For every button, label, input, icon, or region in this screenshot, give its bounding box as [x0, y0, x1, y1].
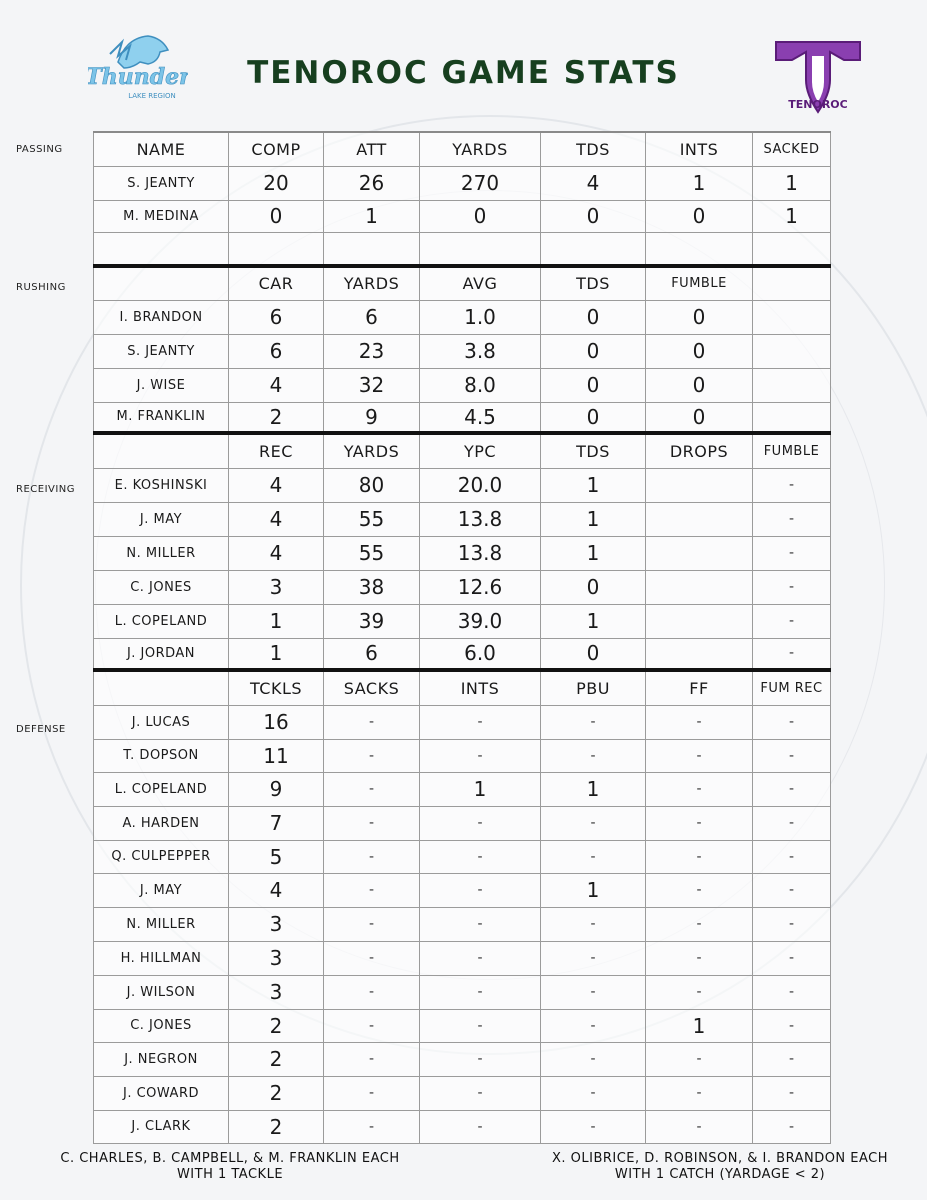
receiving-stat-cell: 55	[324, 536, 420, 570]
defense-stat-cell: -	[420, 1009, 541, 1042]
receiving-header-cell: TDS	[541, 433, 646, 468]
defense-stat-cell: 5	[229, 840, 324, 873]
defense-stat-cell: -	[646, 1042, 753, 1076]
empty-cell	[753, 232, 831, 266]
rushing-header-cell: YARDS	[324, 266, 420, 300]
rushing-row	[94, 368, 831, 402]
receiving-stat-cell	[646, 468, 753, 502]
receiving-stat-cell: 80	[324, 468, 420, 502]
passing-player-name: S. JEANTY	[94, 166, 229, 200]
receiving-row	[94, 570, 831, 604]
rushing-stat-cell: 0	[646, 334, 753, 368]
rushing-stat-cell: 4.5	[420, 402, 541, 433]
receiving-stat-cell: 39.0	[420, 604, 541, 638]
rushing-header-cell	[94, 266, 229, 300]
passing-header-cell: INTS	[646, 132, 753, 166]
defense-header-cell: FF	[646, 670, 753, 705]
defense-stat-cell: -	[753, 1076, 831, 1110]
rushing-stat-cell: 32	[324, 368, 420, 402]
defense-stat-cell: 2	[229, 1042, 324, 1076]
defense-stat-cell: -	[420, 941, 541, 975]
defense-stat-cell: -	[541, 1110, 646, 1143]
receiving-player-name: J. JORDAN	[94, 638, 229, 670]
rushing-stat-cell: 8.0	[420, 368, 541, 402]
passing-header-cell: TDS	[541, 132, 646, 166]
passing-stat-cell: 0	[229, 200, 324, 232]
rushing-stat-cell	[753, 368, 831, 402]
defense-row	[94, 772, 831, 806]
defense-stat-cell: -	[753, 941, 831, 975]
defense-header-row	[94, 670, 831, 705]
passing-player-name: M. MEDINA	[94, 200, 229, 232]
logo-left-text: Thunder	[88, 64, 188, 90]
defense-stat-cell: -	[753, 1110, 831, 1143]
defense-player-name: L. COPELAND	[94, 772, 229, 806]
receiving-stat-cell	[646, 536, 753, 570]
passing-stat-cell: 0	[541, 200, 646, 232]
defense-row	[94, 1076, 831, 1110]
passing-header-cell: ATT	[324, 132, 420, 166]
defense-stat-cell: -	[541, 705, 646, 739]
defense-row	[94, 1042, 831, 1076]
defense-stat-cell: -	[541, 1009, 646, 1042]
defense-stat-cell: -	[420, 907, 541, 941]
rushing-stat-cell: 0	[646, 368, 753, 402]
receiving-stat-cell: 0	[541, 638, 646, 670]
defense-stat-cell: -	[324, 1076, 420, 1110]
rushing-stat-cell: 0	[541, 402, 646, 433]
defense-stat-cell: -	[541, 739, 646, 772]
receiving-stat-cell: 1	[541, 536, 646, 570]
defense-player-name: N. MILLER	[94, 907, 229, 941]
footnote-catches-line1: X. OLIBRICE, D. ROBINSON, & I. BRANDON EACH	[551, 1151, 889, 1166]
receiving-header-cell: DROPS	[646, 433, 753, 468]
passing-row	[94, 166, 831, 200]
empty-cell	[420, 232, 541, 266]
defense-stat-cell: 3	[229, 941, 324, 975]
defense-row	[94, 840, 831, 873]
defense-row	[94, 1009, 831, 1042]
defense-stat-cell: -	[646, 907, 753, 941]
receiving-row	[94, 468, 831, 502]
defense-row	[94, 907, 831, 941]
defense-stat-cell: -	[646, 806, 753, 840]
rushing-stat-cell: 4	[229, 368, 324, 402]
rushing-stat-cell: 0	[541, 300, 646, 334]
receiving-stat-cell: 6	[324, 638, 420, 670]
rushing-player-name: S. JEANTY	[94, 334, 229, 368]
defense-stat-cell: -	[753, 772, 831, 806]
defense-stat-cell: -	[324, 840, 420, 873]
receiving-header-cell: YPC	[420, 433, 541, 468]
receiving-header-row	[94, 433, 831, 468]
defense-stat-cell: -	[324, 975, 420, 1009]
defense-row	[94, 873, 831, 907]
rushing-stat-cell: 0	[646, 402, 753, 433]
defense-stat-cell: -	[646, 705, 753, 739]
rushing-stat-cell: 3.8	[420, 334, 541, 368]
receiving-stat-cell: -	[753, 536, 831, 570]
receiving-player-name: J. MAY	[94, 502, 229, 536]
defense-stat-cell: 2	[229, 1076, 324, 1110]
defense-stat-cell: -	[646, 739, 753, 772]
passing-stat-cell: 270	[420, 166, 541, 200]
receiving-header-cell: FUMBLE	[753, 433, 831, 468]
rushing-header-cell: FUMBLE	[646, 266, 753, 300]
defense-stat-cell: -	[324, 1042, 420, 1076]
defense-header-cell: TCKLS	[229, 670, 324, 705]
receiving-player-name: E. KOSHINSKI	[94, 468, 229, 502]
receiving-header-cell: YARDS	[324, 433, 420, 468]
passing-stat-cell: 1	[753, 200, 831, 232]
rushing-stat-cell: 0	[646, 300, 753, 334]
defense-row	[94, 705, 831, 739]
rushing-header-row	[94, 266, 831, 300]
receiving-stat-cell: 1	[541, 468, 646, 502]
defense-stat-cell: -	[541, 806, 646, 840]
passing-stat-cell: 26	[324, 166, 420, 200]
receiving-stat-cell: 55	[324, 502, 420, 536]
receiving-stat-cell: -	[753, 468, 831, 502]
defense-stat-cell: -	[420, 1076, 541, 1110]
rushing-stat-cell: 1.0	[420, 300, 541, 334]
defense-stat-cell: -	[420, 840, 541, 873]
rushing-stat-cell	[753, 402, 831, 433]
defense-stat-cell: -	[753, 907, 831, 941]
logo-right-text: TENOROC	[788, 98, 848, 111]
receiving-row	[94, 604, 831, 638]
defense-stat-cell: 3	[229, 975, 324, 1009]
receiving-stat-cell: 38	[324, 570, 420, 604]
defense-row	[94, 975, 831, 1009]
defense-stat-cell: 2	[229, 1009, 324, 1042]
receiving-stat-cell: 1	[229, 604, 324, 638]
passing-header-cell: NAME	[94, 132, 229, 166]
defense-stat-cell: 16	[229, 705, 324, 739]
stats-table	[93, 131, 831, 1144]
receiving-stat-cell: 1	[541, 502, 646, 536]
receiving-stat-cell: 13.8	[420, 502, 541, 536]
passing-stat-cell: 20	[229, 166, 324, 200]
empty-cell	[541, 232, 646, 266]
passing-header-cell: SACKED	[753, 132, 831, 166]
rushing-header-cell: CAR	[229, 266, 324, 300]
rushing-stat-cell: 0	[541, 334, 646, 368]
footnote-tackles-line2: WITH 1 TACKLE	[176, 1167, 284, 1182]
passing-stat-cell: 1	[753, 166, 831, 200]
receiving-row	[94, 536, 831, 570]
defense-stat-cell: -	[753, 705, 831, 739]
defense-header-cell	[94, 670, 229, 705]
defense-stat-cell: -	[420, 739, 541, 772]
defense-player-name: A. HARDEN	[94, 806, 229, 840]
defense-stat-cell: -	[646, 1076, 753, 1110]
defense-stat-cell: -	[753, 806, 831, 840]
defense-stat-cell: -	[420, 873, 541, 907]
defense-stat-cell: -	[324, 941, 420, 975]
section-label-rushing: RUSHING	[16, 282, 66, 293]
rushing-header-cell: AVG	[420, 266, 541, 300]
passing-stat-cell: 4	[541, 166, 646, 200]
rushing-row	[94, 402, 831, 433]
empty-cell	[324, 232, 420, 266]
receiving-stat-cell: 6.0	[420, 638, 541, 670]
defense-row	[94, 941, 831, 975]
receiving-stat-cell: 4	[229, 502, 324, 536]
defense-stat-cell: -	[541, 907, 646, 941]
defense-stat-cell: 11	[229, 739, 324, 772]
receiving-stat-cell: 4	[229, 536, 324, 570]
defense-stat-cell: -	[324, 739, 420, 772]
tenoroc-logo	[772, 36, 864, 120]
defense-stat-cell: -	[541, 941, 646, 975]
defense-stat-cell: 3	[229, 907, 324, 941]
passing-row	[94, 200, 831, 232]
empty-cell	[94, 232, 229, 266]
defense-player-name: Q. CULPEPPER	[94, 840, 229, 873]
receiving-stat-cell: 0	[541, 570, 646, 604]
defense-stat-cell: -	[541, 1042, 646, 1076]
receiving-player-name: C. JONES	[94, 570, 229, 604]
defense-player-name: J. WILSON	[94, 975, 229, 1009]
defense-stat-cell: -	[541, 975, 646, 1009]
receiving-stat-cell: 20.0	[420, 468, 541, 502]
defense-row	[94, 1110, 831, 1143]
passing-stat-cell: 1	[646, 166, 753, 200]
receiving-stat-cell: -	[753, 604, 831, 638]
defense-player-name: J. MAY	[94, 873, 229, 907]
rushing-header-cell	[753, 266, 831, 300]
defense-stat-cell: 9	[229, 772, 324, 806]
defense-stat-cell: 1	[541, 772, 646, 806]
receiving-stat-cell	[646, 604, 753, 638]
defense-stat-cell: 1	[541, 873, 646, 907]
rushing-row	[94, 334, 831, 368]
defense-player-name: J. COWARD	[94, 1076, 229, 1110]
passing-header-row	[94, 132, 831, 166]
defense-stat-cell: -	[753, 1009, 831, 1042]
defense-stat-cell: -	[753, 975, 831, 1009]
defense-header-cell: SACKS	[324, 670, 420, 705]
rushing-stat-cell	[753, 300, 831, 334]
footnote-catches	[525, 1151, 915, 1183]
defense-header-cell: FUM REC	[753, 670, 831, 705]
footnote-tackles	[30, 1151, 430, 1183]
rushing-row	[94, 300, 831, 334]
passing-stat-cell: 0	[646, 200, 753, 232]
defense-row	[94, 739, 831, 772]
defense-stat-cell: -	[646, 873, 753, 907]
defense-stat-cell: -	[420, 705, 541, 739]
defense-stat-cell: -	[420, 1042, 541, 1076]
receiving-header-cell	[94, 433, 229, 468]
defense-stat-cell: -	[420, 806, 541, 840]
section-label-receiving: RECEIVING	[16, 484, 76, 495]
footnote-tackles-line1: C. CHARLES, B. CAMPBELL, & M. FRANKLIN EACH	[60, 1151, 400, 1166]
passing-stat-cell: 1	[324, 200, 420, 232]
receiving-stat-cell: 12.6	[420, 570, 541, 604]
defense-stat-cell: -	[324, 806, 420, 840]
rushing-header-cell: TDS	[541, 266, 646, 300]
receiving-stat-cell: 39	[324, 604, 420, 638]
footnote-catches-line2: WITH 1 CATCH (YARDAGE < 2)	[614, 1167, 826, 1182]
defense-stat-cell: -	[324, 1009, 420, 1042]
passing-stat-cell: 0	[420, 200, 541, 232]
receiving-stat-cell: 3	[229, 570, 324, 604]
defense-stat-cell: -	[420, 975, 541, 1009]
defense-stat-cell: -	[646, 772, 753, 806]
receiving-row	[94, 638, 831, 670]
defense-player-name: T. DOPSON	[94, 739, 229, 772]
defense-stat-cell: 4	[229, 873, 324, 907]
receiving-row	[94, 502, 831, 536]
receiving-player-name: L. COPELAND	[94, 604, 229, 638]
defense-stat-cell: -	[420, 1110, 541, 1143]
defense-stat-cell: -	[646, 941, 753, 975]
receiving-stat-cell: -	[753, 638, 831, 670]
receiving-stat-cell: -	[753, 502, 831, 536]
defense-player-name: J. CLARK	[94, 1110, 229, 1143]
rushing-stat-cell: 6	[324, 300, 420, 334]
rushing-stat-cell: 6	[229, 334, 324, 368]
page-title: TENOROC GAME STATS	[247, 55, 680, 91]
defense-row	[94, 806, 831, 840]
defense-player-name: J. NEGRON	[94, 1042, 229, 1076]
logo-left-sub: LAKE REGION	[128, 92, 176, 100]
passing-spacer-row	[94, 232, 831, 266]
defense-header-cell: INTS	[420, 670, 541, 705]
defense-player-name: J. LUCAS	[94, 705, 229, 739]
defense-stat-cell: 1	[646, 1009, 753, 1042]
receiving-stat-cell	[646, 570, 753, 604]
defense-stat-cell: -	[753, 1042, 831, 1076]
defense-stat-cell: -	[324, 1110, 420, 1143]
receiving-stat-cell	[646, 638, 753, 670]
receiving-stat-cell	[646, 502, 753, 536]
rushing-player-name: J. WISE	[94, 368, 229, 402]
receiving-header-cell: REC	[229, 433, 324, 468]
rushing-player-name: I. BRANDON	[94, 300, 229, 334]
rushing-stat-cell: 0	[541, 368, 646, 402]
rushing-stat-cell	[753, 334, 831, 368]
defense-stat-cell: -	[646, 975, 753, 1009]
rushing-stat-cell: 2	[229, 402, 324, 433]
passing-header-cell: COMP	[229, 132, 324, 166]
defense-stat-cell: -	[753, 840, 831, 873]
passing-header-cell: YARDS	[420, 132, 541, 166]
defense-player-name: C. JONES	[94, 1009, 229, 1042]
rushing-stat-cell: 6	[229, 300, 324, 334]
defense-stat-cell: -	[324, 772, 420, 806]
defense-stat-cell: -	[646, 1110, 753, 1143]
receiving-stat-cell: 13.8	[420, 536, 541, 570]
empty-cell	[646, 232, 753, 266]
defense-stat-cell: 1	[420, 772, 541, 806]
defense-stat-cell: -	[324, 873, 420, 907]
rushing-stat-cell: 9	[324, 402, 420, 433]
defense-stat-cell: -	[324, 907, 420, 941]
defense-stat-cell: -	[753, 873, 831, 907]
defense-stat-cell: -	[541, 840, 646, 873]
receiving-stat-cell: 4	[229, 468, 324, 502]
defense-stat-cell: -	[753, 739, 831, 772]
section-label-defense: DEFENSE	[16, 724, 66, 735]
defense-player-name: H. HILLMAN	[94, 941, 229, 975]
defense-stat-cell: 7	[229, 806, 324, 840]
receiving-player-name: N. MILLER	[94, 536, 229, 570]
section-label-passing: PASSING	[16, 144, 63, 155]
empty-cell	[229, 232, 324, 266]
receiving-stat-cell: 1	[541, 604, 646, 638]
defense-stat-cell: -	[646, 840, 753, 873]
defense-stat-cell: -	[541, 1076, 646, 1110]
receiving-stat-cell: 1	[229, 638, 324, 670]
rushing-player-name: M. FRANKLIN	[94, 402, 229, 433]
defense-stat-cell: -	[324, 705, 420, 739]
rushing-stat-cell: 23	[324, 334, 420, 368]
defense-header-cell: PBU	[541, 670, 646, 705]
defense-stat-cell: 2	[229, 1110, 324, 1143]
receiving-stat-cell: -	[753, 570, 831, 604]
